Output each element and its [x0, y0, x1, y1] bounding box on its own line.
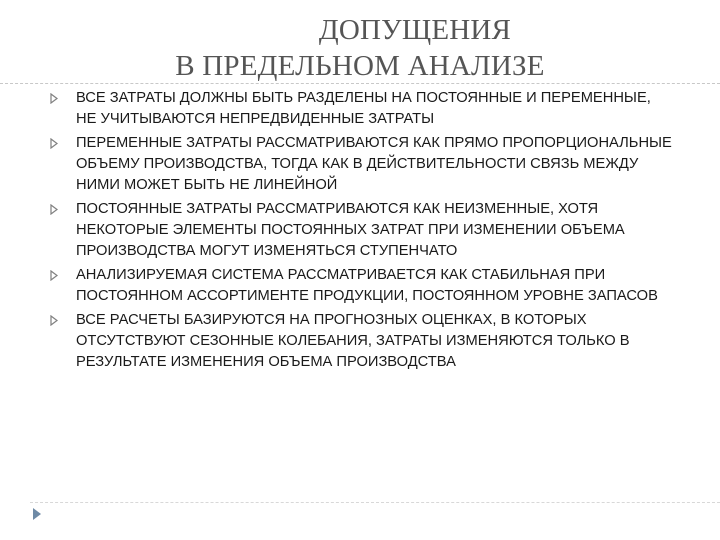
bullet-item	[44, 199, 674, 262]
next-arrow-icon[interactable]	[30, 506, 44, 522]
bullet-text: ПОСТОЯННЫЕ ЗАТРАТЫ РАССМАТРИВАЮТСЯ КАК НЕИЗМЕННЫЕ, ХОТЯ НЕКОТОРЫЕ ЭЛЕМЕНТЫ ПОСТОЯННЫХ ЗАТРАТ ПРИ ИЗМЕНЕНИИ ОБЪЕМА ПРОИЗВОДСТВА МОГУТ ИЗМЕНЯТЬСЯ СТУПЕНЧАТО	[76, 201, 625, 259]
title-divider	[0, 83, 720, 84]
bullet-text: АНАЛИЗИРУЕМАЯ СИСТЕМА РАССМАТРИВАЕТСЯ КАК СТАБИЛЬНАЯ ПРИ ПОСТОЯННОМ АССОРТИМЕНТЕ ПРОДУКЦИИ, ПОСТОЯННОМ УРОВНЕ ЗАПАСОВ	[76, 267, 658, 304]
bullet-item	[44, 265, 674, 307]
triangle-bullet-icon	[50, 138, 58, 149]
footer-divider	[30, 502, 720, 503]
triangle-bullet-icon	[50, 315, 58, 326]
bullet-text: ПЕРЕМЕННЫЕ ЗАТРАТЫ РАССМАТРИВАЮТСЯ КАК ПРЯМО ПРОПОРЦИОНАЛЬНЫЕ ОБЪЕМУ ПРОИЗВОДСТВА, ТОГДА КАК В ДЕЙСТВИТЕЛЬНОСТИ СВЯЗЬ МЕЖДУ НИМИ МОЖЕТ БЫТЬ НЕ ЛИНЕЙНОЙ	[76, 135, 672, 193]
slide-title	[0, 12, 720, 84]
triangle-bullet-icon	[50, 270, 58, 281]
triangle-bullet-icon	[50, 204, 58, 215]
triangle-bullet-icon	[50, 93, 58, 104]
title-line-1: ДОПУЩЕНИЯ	[318, 14, 512, 46]
bullet-item	[44, 88, 674, 130]
bullet-text: ВСЕ РАСЧЕТЫ БАЗИРУЮТСЯ НА ПРОГНОЗНЫХ ОЦЕНКАХ, В КОТОРЫХ ОТСУТСТВУЮТ СЕЗОННЫЕ КОЛЕБАНИЯ, ЗАТРАТЫ ИЗМЕНЯЮТСЯ ТОЛЬКО В РЕЗУЛЬТАТЕ ИЗМЕНЕНИЯ ОБЪЕМА ПРОИЗВОДСТВА	[76, 312, 630, 370]
bullet-list	[44, 88, 674, 376]
bullet-item	[44, 310, 674, 373]
title-line-2: В ПРЕДЕЛЬНОМ АНАЛИЗЕ	[175, 50, 545, 82]
bullet-item	[44, 133, 674, 196]
bullet-text: ВСЕ ЗАТРАТЫ ДОЛЖНЫ БЫТЬ РАЗДЕЛЕНЫ НА ПОСТОЯННЫЕ И ПЕРЕМЕННЫЕ, НЕ УЧИТЫВАЮТСЯ НЕПРЕДВИДЕННЫЕ ЗАТРАТЫ	[76, 90, 651, 127]
